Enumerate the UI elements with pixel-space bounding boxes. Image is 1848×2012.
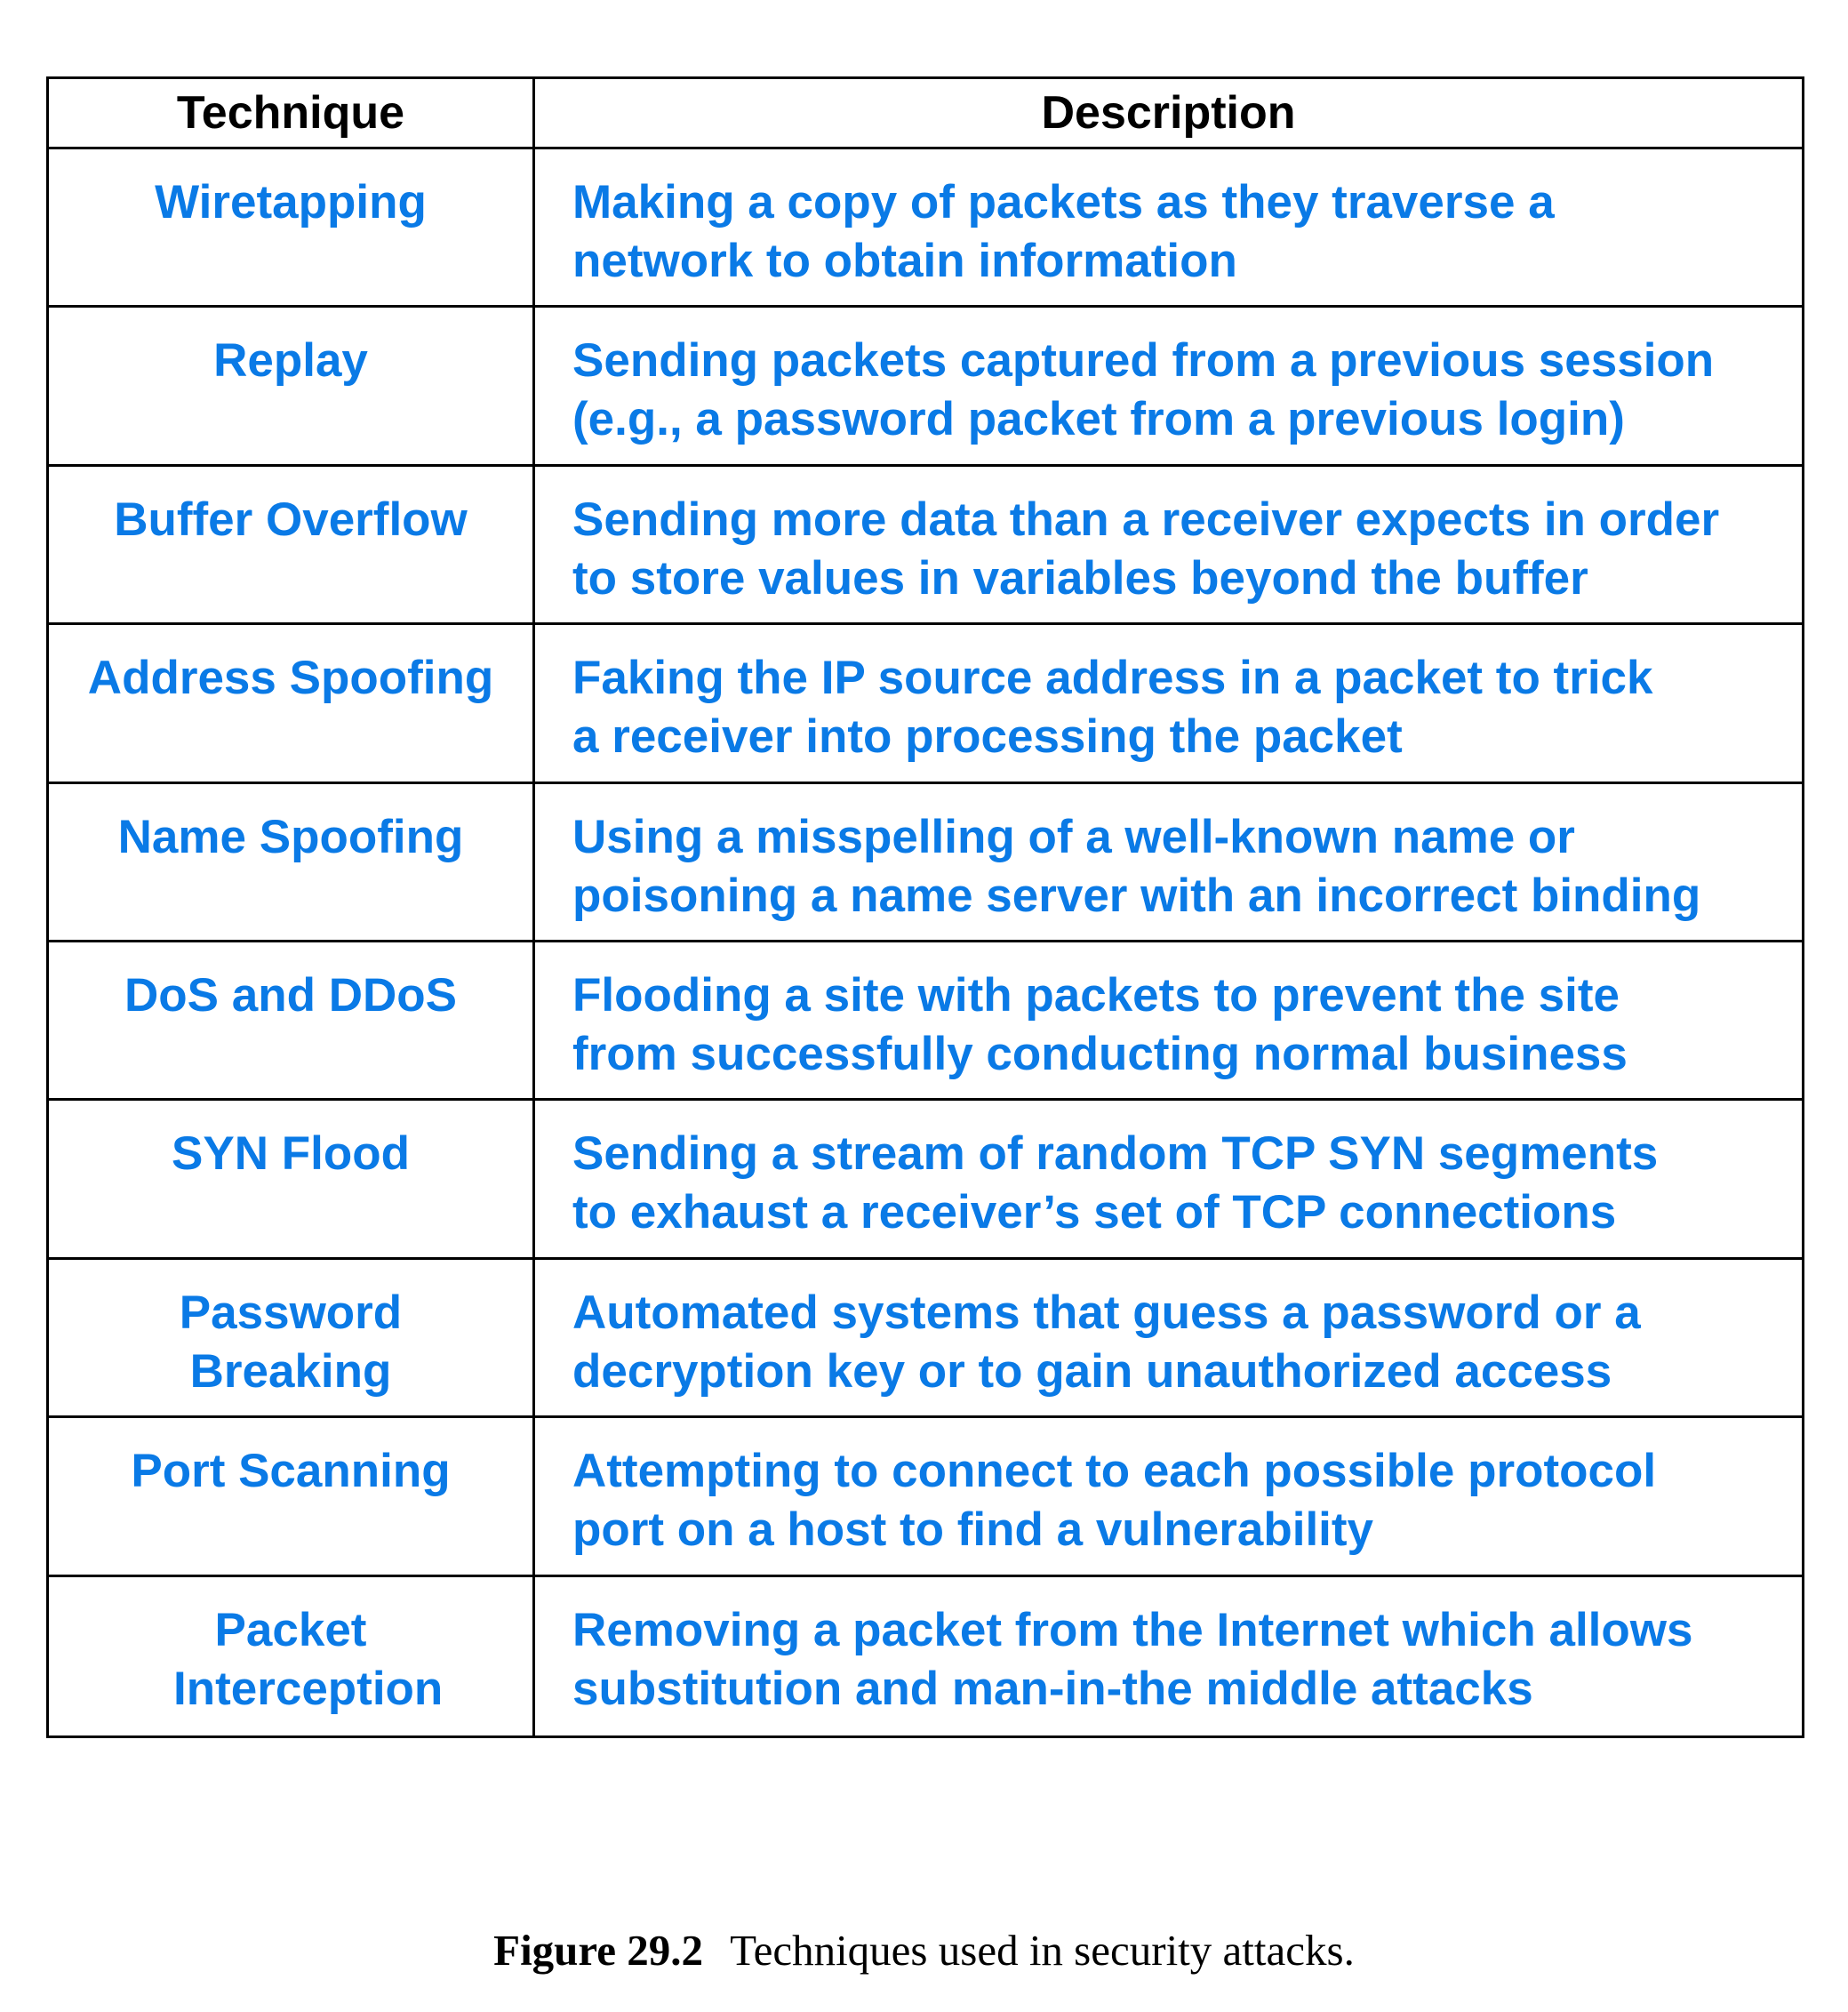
description-cell: Attempting to connect to each possible protocol port on a host to find a vulnerability (535, 1418, 1802, 1576)
technique-cell: Password Breaking (49, 1260, 535, 1418)
technique-cell: Packet Interception (49, 1577, 535, 1735)
description-cell: Using a misspelling of a well-known name or poisoning a name server with an incorrect binding (535, 784, 1802, 942)
header-description: Description (535, 79, 1802, 149)
description-cell: Automated systems that guess a password or a decryption key or to gain unauthorized access (535, 1260, 1802, 1418)
figure-caption (0, 1925, 1848, 1976)
technique-cell: Name Spoofing (49, 784, 535, 942)
figure-label: Figure 29.2 (493, 1926, 704, 1975)
header-technique: Technique (49, 79, 535, 149)
technique-cell: DoS and DDoS (49, 942, 535, 1101)
description-cell: Removing a packet from the Internet which allows substitution and man-in-the middle attacks (572, 1603, 1693, 1715)
technique-cell: SYN Flood (49, 1101, 535, 1259)
technique-cell: Port Scanning (49, 1418, 535, 1576)
technique-cell: Wiretapping (49, 149, 535, 308)
security-attacks-table (46, 76, 1804, 1738)
description-cell: Sending a stream of random TCP SYN segments to exhaust a receiver’s set of TCP connections (535, 1101, 1802, 1259)
description-cell: Flooding a site with packets to prevent the site from successfully conducting normal business (535, 942, 1802, 1101)
description-cell: Sending packets captured from a previous session (e.g., a password packet from a previous login) (535, 308, 1802, 466)
description-cell: Faking the IP source address in a packet to trick a receiver into processing the packet (535, 625, 1802, 783)
description-cell: Sending more data than a receiver expects in order to store values in variables beyond the buffer (535, 467, 1802, 625)
description-cell: Making a copy of packets as they traverse a network to obtain information (535, 149, 1802, 308)
technique-cell: Replay (49, 308, 535, 466)
figure-caption-text: Techniques used in security attacks. (730, 1926, 1355, 1975)
technique-cell: Buffer Overflow (49, 467, 535, 625)
technique-cell: Address Spoofing (49, 625, 535, 783)
